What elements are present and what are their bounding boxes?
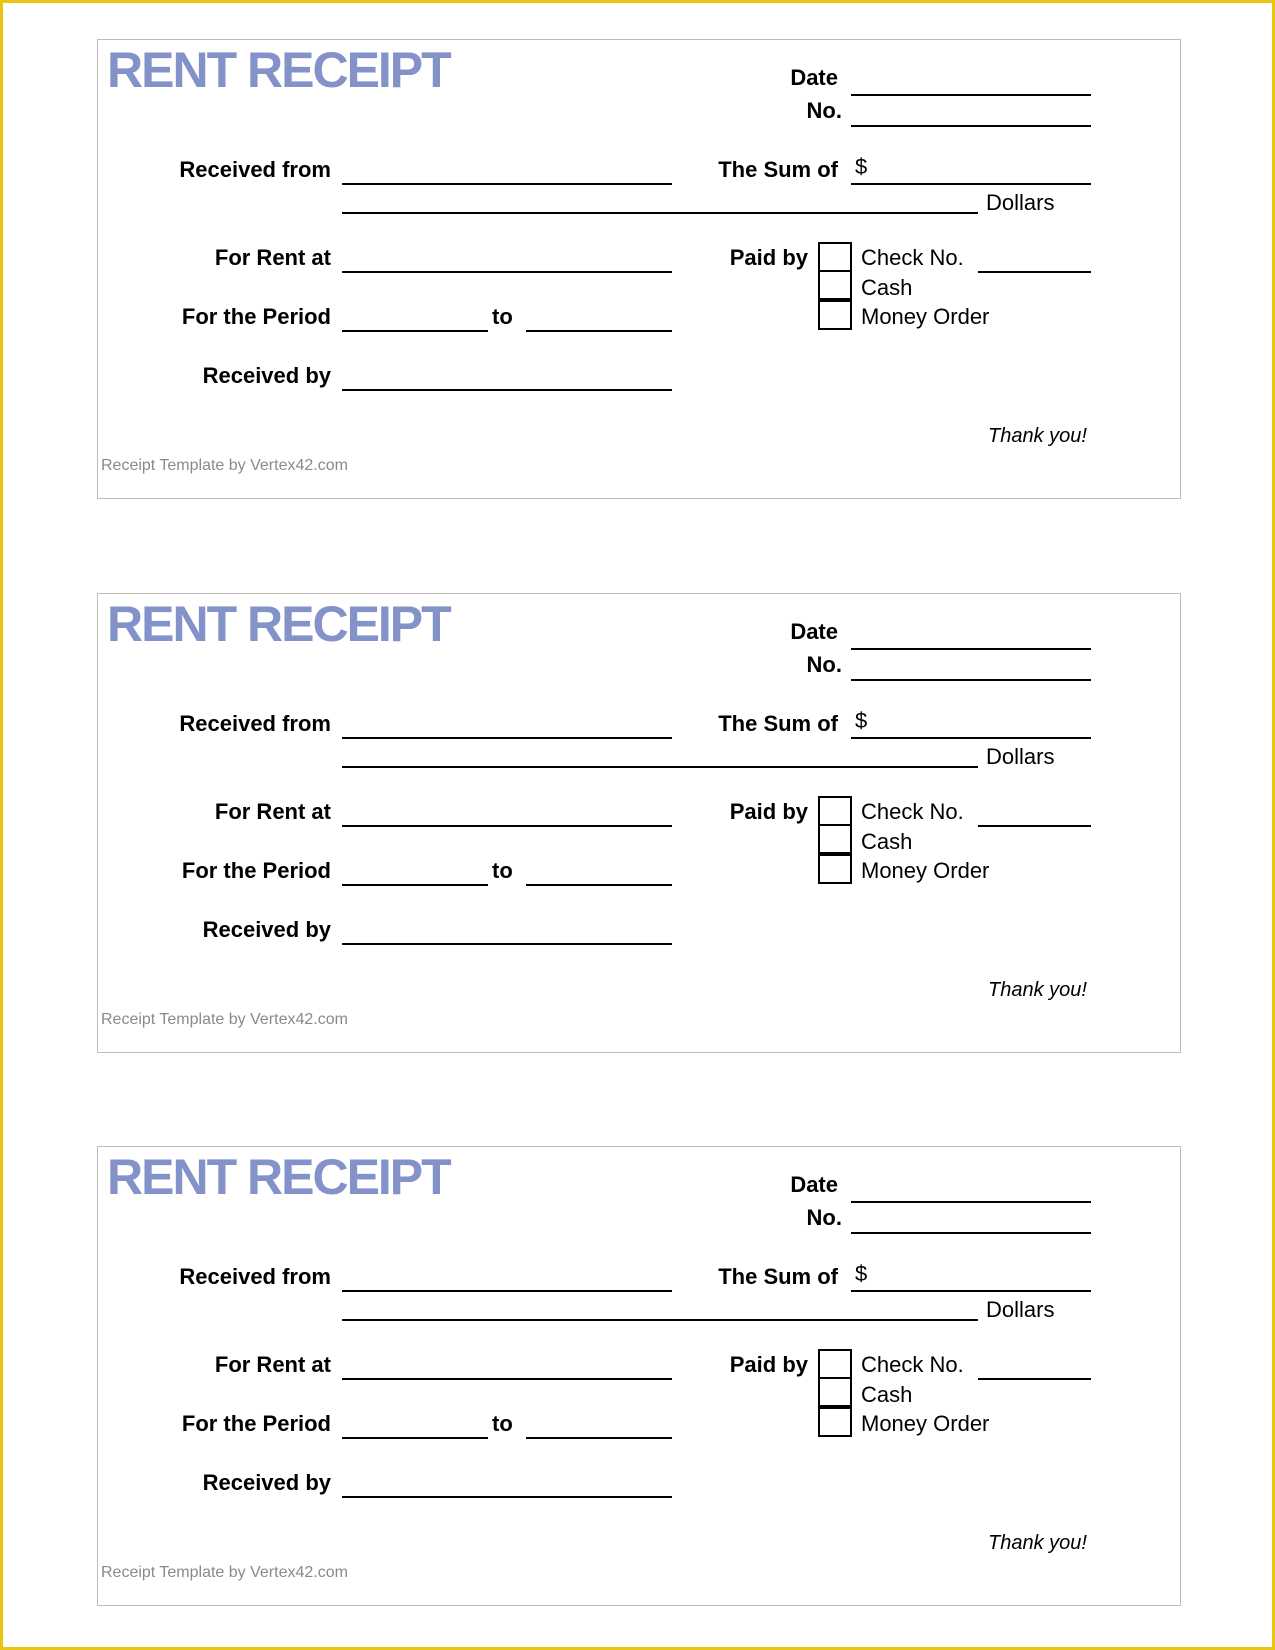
paid-by-label: Paid by [729, 245, 808, 270]
period-label: For the Period [181, 858, 331, 883]
received-by-label: Received by [202, 363, 331, 388]
check-checkbox[interactable] [818, 1349, 852, 1379]
no-field[interactable] [851, 1232, 1091, 1234]
check-no-field[interactable] [978, 1378, 1091, 1380]
template-credit: Receipt Template by Vertex42.com [101, 1011, 348, 1028]
sum-field[interactable] [851, 737, 1091, 739]
period-label: For the Period [181, 1411, 331, 1436]
money-order-checkbox[interactable] [818, 1407, 852, 1437]
sum-label: The Sum of [718, 1264, 838, 1289]
check-label: Check No. [861, 1352, 964, 1377]
received-from-field[interactable] [342, 737, 672, 739]
receipt-1 [97, 39, 1181, 499]
date-field[interactable] [851, 1201, 1091, 1203]
check-checkbox[interactable] [818, 796, 852, 826]
currency-symbol: $ [855, 154, 868, 179]
received-by-field[interactable] [342, 943, 672, 945]
money-order-label: Money Order [861, 858, 990, 883]
sum-label: The Sum of [718, 157, 838, 182]
cash-checkbox[interactable] [818, 270, 852, 300]
date-label: Date [790, 619, 838, 644]
to-label: to [492, 858, 513, 883]
receipt-title: RENT RECEIPT [107, 1149, 450, 1205]
money-order-checkbox[interactable] [818, 854, 852, 884]
receipt-2 [97, 593, 1181, 1053]
received-from-label: Received from [179, 1264, 331, 1289]
period-end-field[interactable] [526, 330, 672, 332]
cash-label: Cash [861, 275, 913, 300]
dollars-label: Dollars [986, 190, 1055, 215]
date-label: Date [790, 1172, 838, 1197]
period-end-field[interactable] [526, 884, 672, 886]
check-no-field[interactable] [978, 271, 1091, 273]
received-from-label: Received from [179, 157, 331, 182]
period-start-field[interactable] [342, 330, 488, 332]
check-label: Check No. [861, 245, 964, 270]
dollars-words-field[interactable] [342, 212, 978, 214]
check-label: Check No. [861, 799, 964, 824]
to-label: to [492, 1411, 513, 1436]
thank-you-text: Thank you! [988, 425, 1087, 447]
date-field[interactable] [851, 94, 1091, 96]
rent-at-field[interactable] [342, 1378, 672, 1380]
received-from-label: Received from [179, 711, 331, 736]
cash-checkbox[interactable] [818, 824, 852, 854]
no-label: No. [806, 98, 842, 123]
dollars-words-field[interactable] [342, 1319, 978, 1321]
money-order-checkbox[interactable] [818, 300, 852, 330]
receipt-title: RENT RECEIPT [107, 596, 450, 652]
dollars-label: Dollars [986, 744, 1055, 769]
period-start-field[interactable] [342, 884, 488, 886]
cash-label: Cash [861, 829, 913, 854]
check-no-field[interactable] [978, 825, 1091, 827]
to-label: to [492, 304, 513, 329]
currency-symbol: $ [855, 1261, 868, 1286]
thank-you-text: Thank you! [988, 979, 1087, 1001]
dollars-label: Dollars [986, 1297, 1055, 1322]
rent-at-label: For Rent at [214, 1352, 331, 1377]
date-field[interactable] [851, 648, 1091, 650]
rent-at-field[interactable] [342, 825, 672, 827]
check-checkbox[interactable] [818, 242, 852, 272]
template-credit: Receipt Template by Vertex42.com [101, 457, 348, 474]
received-by-label: Received by [202, 1470, 331, 1495]
sum-label: The Sum of [718, 711, 838, 736]
received-by-field[interactable] [342, 389, 672, 391]
sum-field[interactable] [851, 1290, 1091, 1292]
cash-label: Cash [861, 1382, 913, 1407]
no-label: No. [806, 652, 842, 677]
rent-at-label: For Rent at [214, 245, 331, 270]
received-by-field[interactable] [342, 1496, 672, 1498]
template-credit: Receipt Template by Vertex42.com [101, 1564, 348, 1581]
date-label: Date [790, 65, 838, 90]
rent-at-field[interactable] [342, 271, 672, 273]
currency-symbol: $ [855, 708, 868, 733]
no-field[interactable] [851, 125, 1091, 127]
paid-by-label: Paid by [729, 799, 808, 824]
paid-by-label: Paid by [729, 1352, 808, 1377]
no-label: No. [806, 1205, 842, 1230]
dollars-words-field[interactable] [342, 766, 978, 768]
period-end-field[interactable] [526, 1437, 672, 1439]
no-field[interactable] [851, 679, 1091, 681]
money-order-label: Money Order [861, 1411, 990, 1436]
received-from-field[interactable] [342, 183, 672, 185]
money-order-label: Money Order [861, 304, 990, 329]
period-label: For the Period [181, 304, 331, 329]
period-start-field[interactable] [342, 1437, 488, 1439]
sum-field[interactable] [851, 183, 1091, 185]
rent-at-label: For Rent at [214, 799, 331, 824]
receipt-title: RENT RECEIPT [107, 42, 450, 98]
thank-you-text: Thank you! [988, 1532, 1087, 1554]
cash-checkbox[interactable] [818, 1377, 852, 1407]
receipt-3 [97, 1146, 1181, 1606]
received-by-label: Received by [202, 917, 331, 942]
received-from-field[interactable] [342, 1290, 672, 1292]
